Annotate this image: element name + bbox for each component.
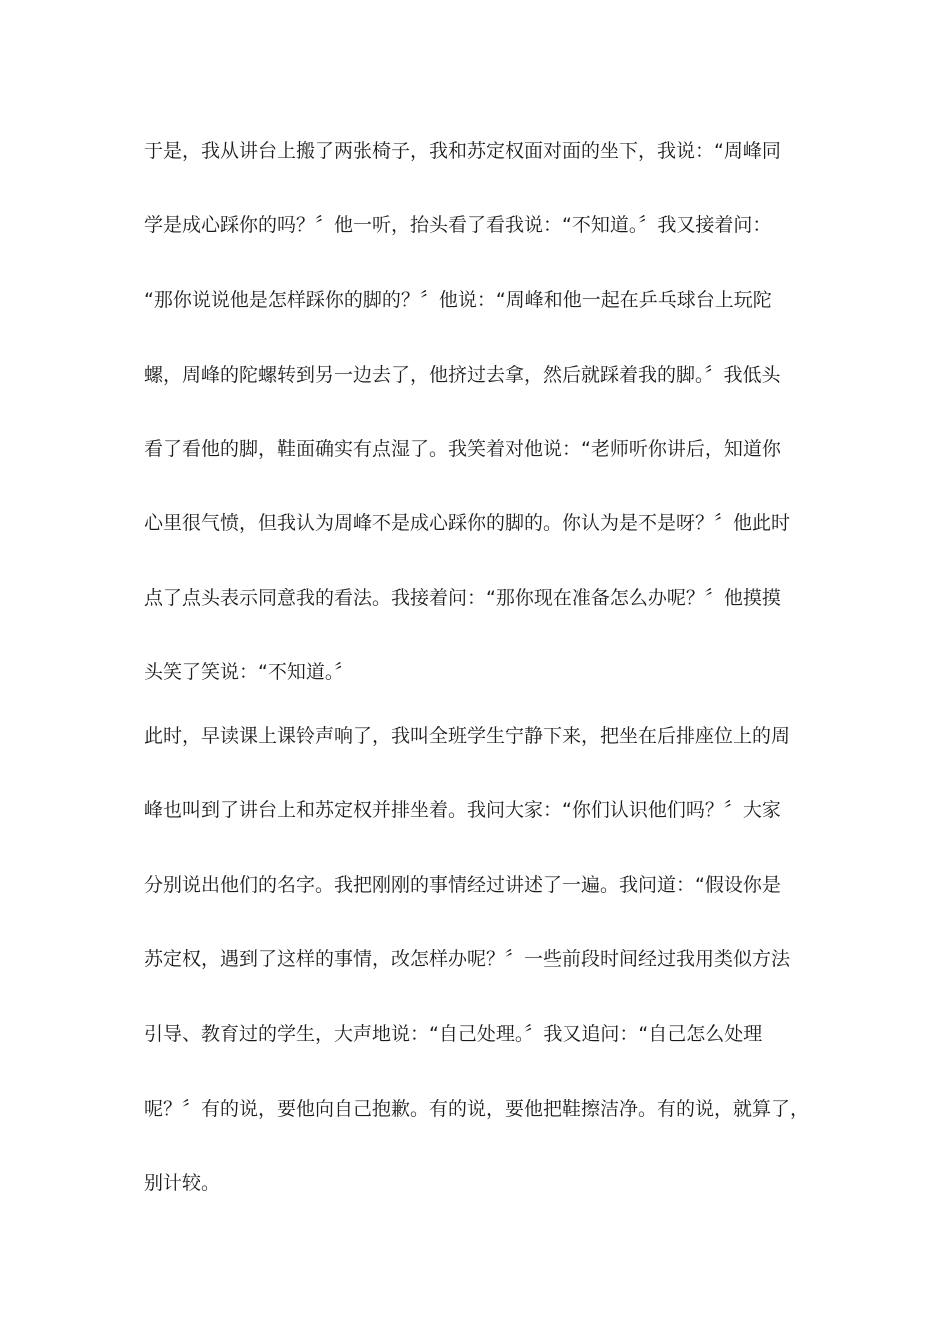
paragraph-2-line-1: 此时，早读课上课铃声响了，我叫全班学生宁静下来，把坐在后排座位上的周	[144, 725, 791, 747]
paragraph-2-line-6: 呢？〞有的说，要他向自己抱歉。有的说，要他把鞋擦洁净。有的说，就算了，	[144, 1098, 810, 1120]
paragraph-1-line-5: 看了看他的脚，鞋面确实有点湿了。我笑着对他说：“老师听你讲后，知道你	[144, 438, 781, 460]
paragraph-1-line-8: 头笑了笑说：“不知道。〞	[144, 661, 354, 683]
paragraph-1-line-1: 于是，我从讲台上搬了两张椅子，我和苏定权面对面的坐下，我说：“周峰同	[144, 140, 781, 162]
paragraph-2-line-3: 分别说出他们的名字。我把刚刚的事情经过讲述了一遍。我问道：“假设你是	[144, 874, 781, 896]
paragraph-2-line-2: 峰也叫到了讲台上和苏定权并排坐着。我问大家：“你们认识他们吗？〞大家	[144, 799, 781, 821]
paragraph-1-line-7: 点了点头表示同意我的看法。我接着问：“那你现在准备怎么办呢？〞他摸摸	[144, 587, 781, 609]
paragraph-1-line-2: 学是成心踩你的吗？〞他一听，抬头看了看我说：“不知道。〞我又接着问：	[144, 214, 772, 236]
paragraph-1-line-6: 心里很气愤，但我认为周峰不是成心踩你的脚的。你认为是不是呀？〞他此时	[144, 512, 791, 534]
paragraph-1-line-3: “那你说说他是怎样踩你的脚的？〞他说：“周峰和他一起在乒乓球台上玩陀	[144, 289, 772, 311]
paragraph-1-line-4: 螺，周峰的陀螺转到另一边去了，他挤过去拿，然后就踩着我的脚。〞我低头	[144, 364, 781, 386]
paragraph-2-line-4: 苏定权，遇到了这样的事情，改怎样办呢？〞一些前段时间经过我用类似方法	[144, 948, 791, 970]
paragraph-2-line-5: 引导、教育过的学生，大声地说：“自己处理。〞我又追问：“自己怎么处理	[144, 1023, 763, 1045]
paragraph-2-line-7: 别计较。	[144, 1172, 221, 1194]
